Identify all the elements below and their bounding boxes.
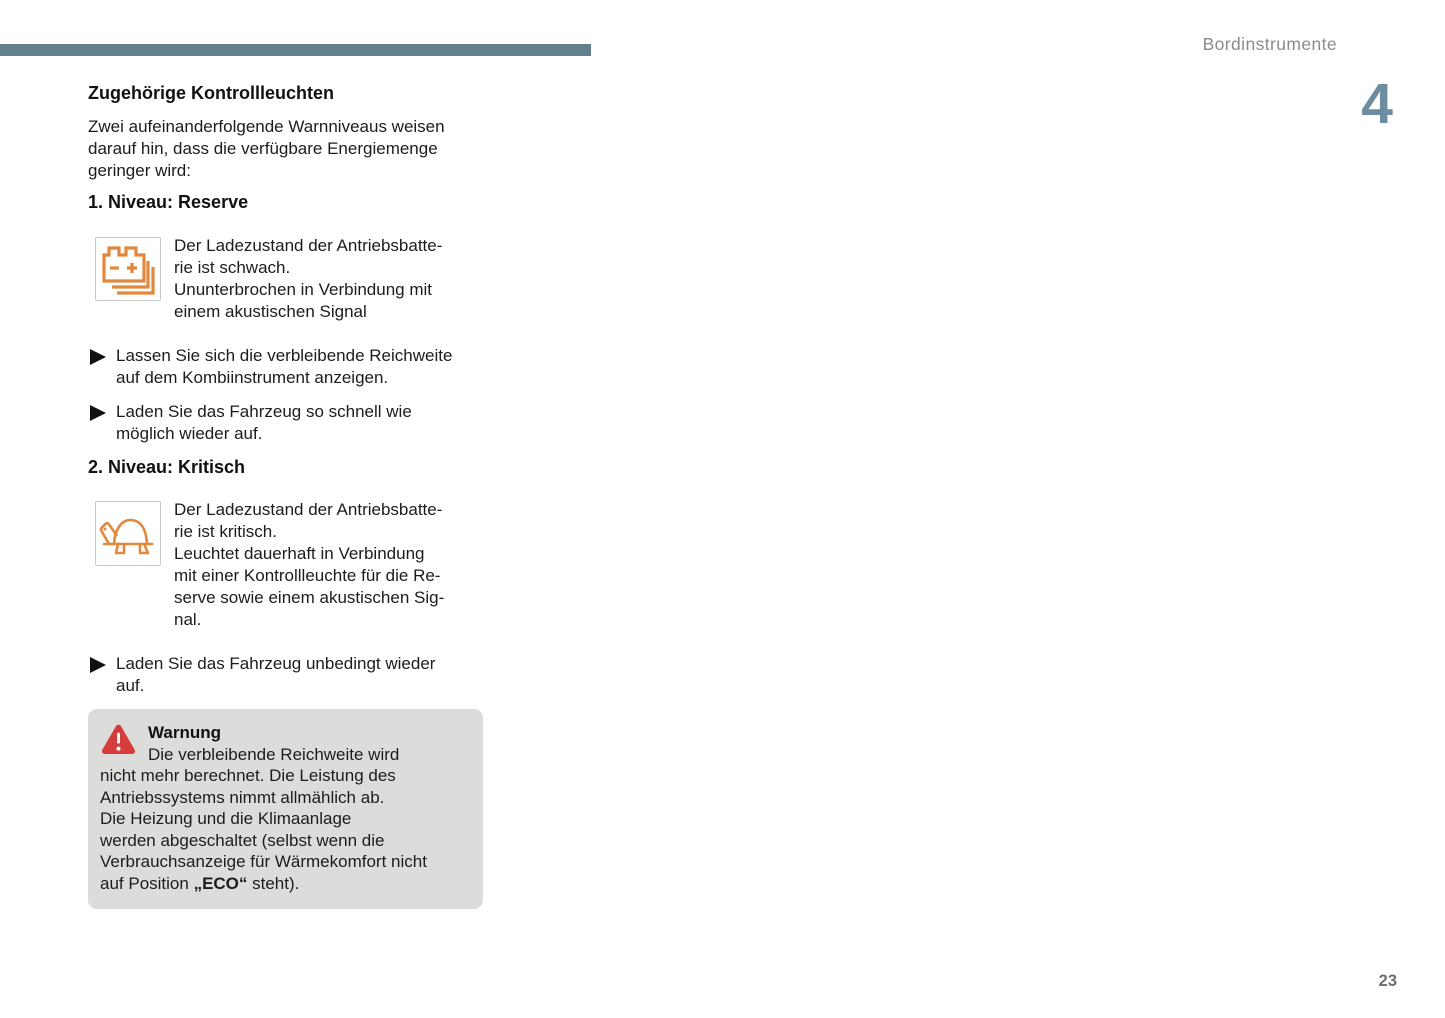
description-line: rie ist schwach. xyxy=(174,258,291,277)
battery-low-telltale-icon xyxy=(100,243,156,295)
chapter-number: 4 xyxy=(1361,72,1393,136)
description-line: Der Ladezustand der Antriebsbatte- xyxy=(174,500,443,519)
arrow-right-bullet-icon xyxy=(90,405,107,421)
description-line: einem akustischen Signal xyxy=(174,302,367,321)
action-line: Laden Sie das Fahrzeug unbedingt wieder xyxy=(116,654,436,673)
warning-line: Antriebssystems nimmt allmählich ab. xyxy=(100,787,385,807)
header-accent-bar xyxy=(0,44,591,56)
indicator-description-critical xyxy=(174,499,444,631)
intro-line: geringer wird: xyxy=(88,161,191,180)
warning-triangle-icon xyxy=(100,723,137,756)
description-line: nal. xyxy=(174,610,202,629)
warning-title: Warnung xyxy=(148,723,222,742)
action-line: auf dem Kombiinstrument anzeigen. xyxy=(116,368,389,387)
action-line: möglich wieder auf. xyxy=(116,424,263,443)
warning-line: Verbrauchsanzeige für Wärmekomfort nicht xyxy=(100,852,427,872)
warning-line: werden abgeschaltet (selbst wenn die xyxy=(100,830,385,850)
description-line: serve sowie einem akustischen Sig- xyxy=(174,588,445,607)
description-line: Leuchtet dauerhaft in Verbindung xyxy=(174,544,425,563)
warning-line: Die verbleibende Reichweite wird xyxy=(148,744,400,764)
indicator-description-reserve xyxy=(174,235,442,323)
action-item xyxy=(116,653,435,697)
warning-box xyxy=(88,709,483,909)
action-line: Laden Sie das Fahrzeug so schnell wie xyxy=(116,402,412,421)
intro-paragraph xyxy=(88,116,445,182)
action-item xyxy=(116,345,452,389)
arrow-right-bullet-icon xyxy=(90,657,107,673)
description-line: Der Ladezustand der Antriebsbatte- xyxy=(174,236,443,255)
page-number: 23 xyxy=(1378,972,1397,990)
arrow-right-bullet-icon xyxy=(90,349,107,365)
section-heading: Zugehörige Kontrollleuchten xyxy=(88,83,334,103)
description-line: Ununterbrochen in Verbindung mit xyxy=(174,280,432,299)
telltale-box-battery xyxy=(95,237,161,301)
eco-emphasis: „ECO“ xyxy=(193,874,248,894)
eco-line-suffix: steht). xyxy=(247,874,300,894)
warning-line: Die Heizung und die Klimaanlage xyxy=(100,809,352,829)
header-title: Bordinstrumente xyxy=(1202,34,1337,54)
telltale-box-turtle xyxy=(95,501,161,566)
action-item xyxy=(116,401,412,445)
description-line: mit einer Kontrollleuchte für die Re- xyxy=(174,566,441,585)
subsection-heading-critical: 2. Niveau: Kritisch xyxy=(88,457,246,477)
action-line: auf. xyxy=(116,676,145,695)
warning-line: nicht mehr berechnet. Die Leistung des xyxy=(100,766,396,786)
turtle-eye xyxy=(104,527,107,530)
intro-line: Zwei aufeinanderfolgende Warnniveaus weisen xyxy=(88,117,445,136)
description-line: rie ist kritisch. xyxy=(174,522,277,541)
turtle-telltale-icon xyxy=(98,506,158,562)
eco-line-prefix: auf Position xyxy=(100,874,194,894)
subsection-heading-reserve: 1. Niveau: Reserve xyxy=(88,192,249,212)
action-line: Lassen Sie sich die verbleibende Reichweite xyxy=(116,346,453,365)
intro-line: darauf hin, dass die verfügbare Energiemenge xyxy=(88,139,438,158)
warning-line-eco xyxy=(100,873,471,895)
